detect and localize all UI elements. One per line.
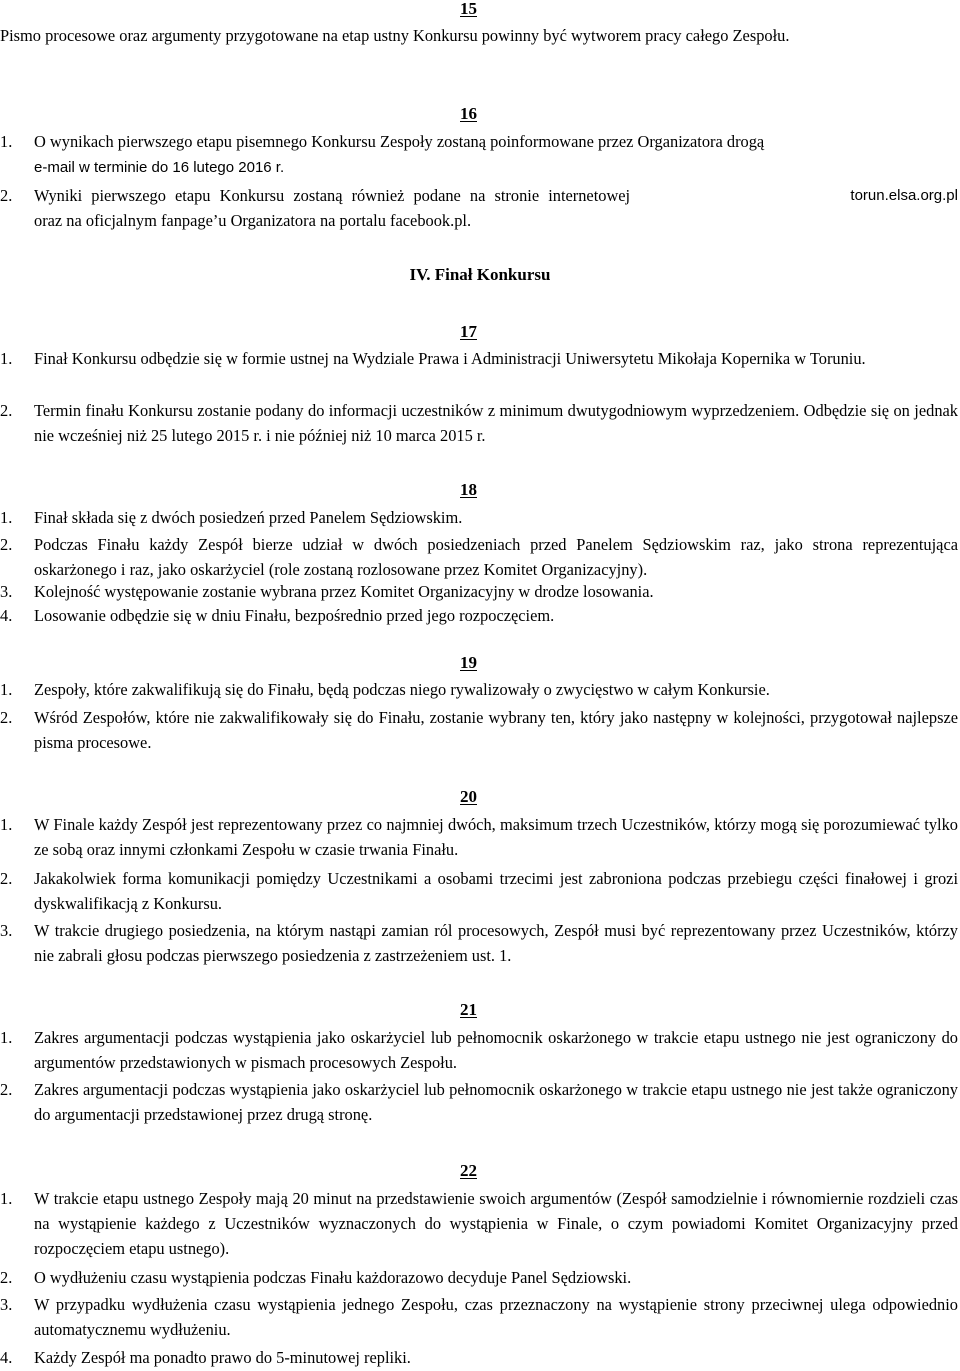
p22-item-1: [0, 1186, 958, 1261]
item-text-part-2: Odbędzie się on jednak nie wcześniej niż 25 lutego 2015 r. i nie później niż 10 marca 2015 r.: [34, 401, 958, 445]
item-number: 1.: [0, 1028, 13, 1047]
p22-item-3: [0, 1292, 958, 1342]
item-text-line-2: e-mail w terminie do 16 lutego 2016 r.: [34, 159, 285, 176]
item-number: 2.: [0, 1268, 13, 1287]
p22-item-4: [0, 1345, 958, 1370]
item-number: 3.: [0, 582, 13, 601]
p20-item-3: [0, 918, 958, 968]
item-text-line-1: O wynikach pierwszego etapu pisemnego Konkursu Zespoły zostaną poinformowane przez Organizatora drogą: [34, 132, 765, 151]
section-number-16: 16: [460, 104, 477, 123]
item-text: [0, 398, 958, 448]
p18-item-2: [0, 532, 958, 582]
item-text: [0, 129, 958, 180]
item-text: Zakres argumentacji podczas wystąpienia jako oskarżyciel lub pełnomocnik oskarżonego w trakcie etapu ustnego nie jest także ograniczony do argumentacji przedstawionej przez drugą stronę.: [34, 1080, 958, 1124]
p16-item-1: [0, 129, 958, 180]
item-number: 3.: [0, 921, 13, 940]
item-text: W trakcie drugiego posiedzenia, na którym nastąpi zamian ról procesowych, Zespół musi być reprezentowany przez Uczestników, którzy nie zabrali głosu podczas pierwszego posiedzenia z zastrzeżeniem ust. 1.: [34, 921, 958, 965]
item-text: Finał Konkursu odbędzie się w formie ustnej na Wydziale Prawa i Administracji Uniwersytetu Mikołaja Kopernika w Toruniu.: [34, 349, 866, 368]
item-number: 1.: [0, 349, 13, 368]
item-text: Kolejność występowanie zostanie wybrana przez Komitet Organizacyjny w drodze losowania.: [34, 582, 654, 601]
item-text-part-1: Termin finału Konkursu zostanie podany do informacji uczestników z minimum dwutygodniowym wyprzedzeniem.: [34, 401, 800, 420]
section-number-15: 15: [460, 0, 477, 18]
item-text: Finał składa się z dwóch posiedzeń przed Panelem Sędziowskim.: [34, 508, 463, 527]
item-text: W Finale każdy Zespół jest reprezentowany przez co najmniej dwóch, maksimum trzech Uczestników, którzy mogą się porozumiewać tylko ze sobą oraz innymi członkami Zespołu w czasie trwania Finału.: [34, 815, 958, 859]
item-text: Jakakolwiek forma komunikacji pomiędzy Uczestnikami a osobami trzecimi jest zabroniona podczas przebiegu części finałowej i grozi dyskwalifikacją z Konkursu.: [34, 869, 958, 913]
section-number-21: 21: [460, 1000, 477, 1019]
item-text-line-2: oraz na oficjalnym fanpage’u Organizatora na portalu facebook.pl.: [34, 211, 472, 230]
item-text: Zakres argumentacji podczas wystąpienia jako oskarżyciel lub pełnomocnik oskarżonego w trakcie etapu ustnego nie jest ograniczony do argumentów przedstawionych w pismach procesowych Zespołu.: [34, 1028, 958, 1072]
p19-item-2: [0, 705, 958, 755]
intro-paragraph: Pismo procesowe oraz argumenty przygotowane na etap ustny Konkursu powinny być wytworem pracy całego Zespołu.: [0, 26, 790, 45]
item-text: Losowanie odbędzie się w dniu Finału, bezpośrednio przed jego rozpoczęciem.: [34, 606, 555, 625]
item-text: Podczas Finału każdy Zespół bierze udział w dwóch posiedzeniach przed Panelem Sędziowskim raz, jako strona reprezentująca oskarżonego i raz, jako oskarżyciel (role zostaną rozlosowane przez Komitet Organizacyjny).: [34, 535, 958, 579]
item-number: 1.: [0, 815, 13, 834]
item-text: Każdy Zespół ma ponadto prawo do 5-minutowej repliki.: [34, 1348, 411, 1367]
p16-item-2: [0, 183, 958, 233]
p21-item-1: [0, 1025, 958, 1075]
p20-item-2: [0, 866, 958, 916]
item-number: 2.: [0, 401, 13, 420]
p18-item-4: [0, 603, 958, 628]
item-text: Wśród Zespołów, które nie zakwalifikowały się do Finału, zostanie wybrany ten, który jako następny w kolejności, przygotował najlepsze pisma procesowe.: [34, 708, 958, 752]
item-number: 1.: [0, 680, 13, 699]
website-link[interactable]: torun.elsa.org.pl: [850, 187, 958, 204]
p20-item-1: [0, 812, 958, 862]
item-number: 1.: [0, 1189, 13, 1208]
section-number-18: 18: [460, 480, 477, 499]
p19-item-1: [0, 677, 958, 702]
item-text-line-1: Wyniki pierwszego etapu Konkursu zostaną również podane na stronie internetowej: [34, 186, 631, 205]
section-number-20: 20: [460, 787, 477, 806]
p18-item-1: [0, 505, 958, 530]
p17-item-1: [0, 346, 958, 371]
item-number: 3.: [0, 1295, 13, 1314]
item-number: 2.: [0, 186, 13, 205]
item-text: W przypadku wydłużenia czasu wystąpienia jednego Zespołu, czas przeznaczony na wystąpienie strony przeciwnej ulega odpowiednio automatycznemu wydłużeniu.: [34, 1295, 958, 1339]
item-text-first-line: [34, 183, 958, 208]
item-text: [0, 183, 958, 233]
item-text: Zespoły, które zakwalifikują się do Finału, będą podczas niego rywalizowały o zwycięstwo w całym Konkursie.: [34, 680, 770, 699]
item-number: 2.: [0, 535, 13, 554]
item-number: 4.: [0, 1348, 13, 1367]
item-number: 2.: [0, 708, 13, 727]
item-number: 2.: [0, 869, 13, 888]
item-text: W trakcie etapu ustnego Zespoły mają 20 minut na przedstawienie swoich argumentów (Zespół samodzielnie i równomiernie rozdzieli czas na wystąpienie każdego z Uczestników wyznaczonych do wystąpienia w Finale, o czym powiadomi Komitet Organizacyjny przed rozpoczęciem etapu ustnego).: [34, 1189, 958, 1258]
chapter-heading: IV. Finał Konkursu: [409, 265, 551, 284]
item-text: O wydłużeniu czasu wystąpienia podczas Finału każdorazowo decyduje Panel Sędziowski.: [34, 1268, 632, 1287]
item-number: 1.: [0, 508, 13, 527]
p18-item-3: [0, 579, 958, 604]
p21-item-2: [0, 1077, 958, 1127]
item-number: 2.: [0, 1080, 13, 1099]
section-number-22: 22: [460, 1161, 477, 1180]
item-number: 1.: [0, 132, 13, 151]
p17-item-2: [0, 398, 958, 448]
p22-item-2: [0, 1265, 958, 1290]
section-number-19: 19: [460, 653, 477, 672]
item-number: 4.: [0, 606, 13, 625]
section-number-17: 17: [460, 322, 477, 341]
